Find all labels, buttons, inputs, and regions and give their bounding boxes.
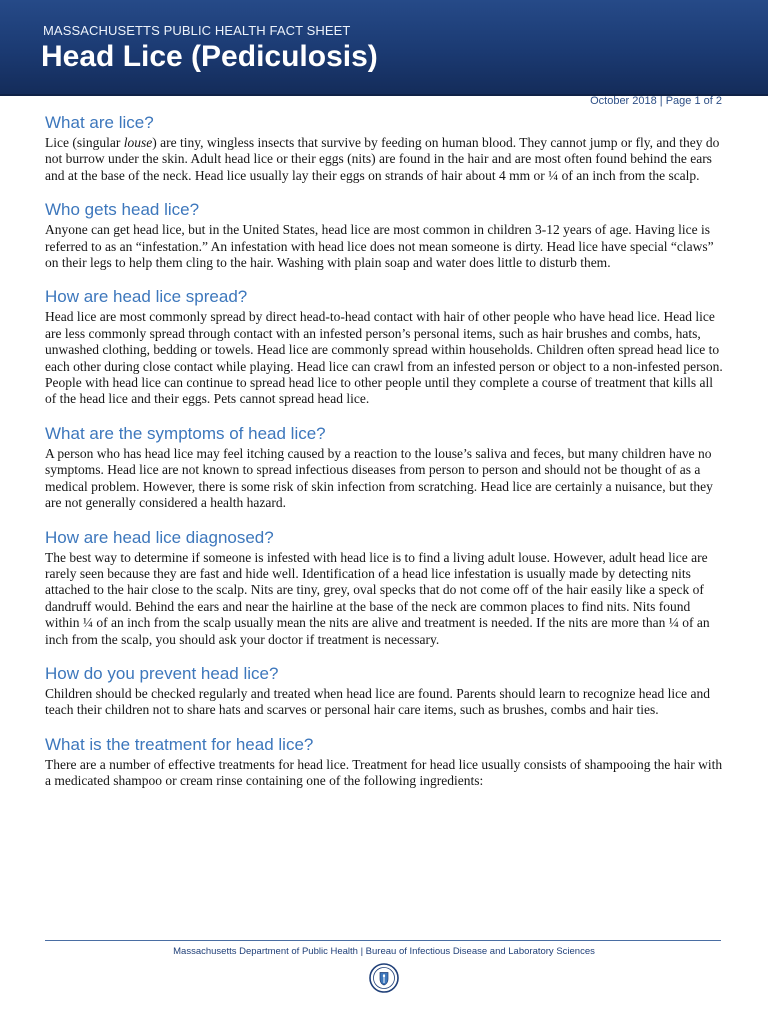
section-heading: How are head lice spread? [45,287,248,307]
section-heading: What are lice? [45,113,154,132]
section-body: A person who has head lice may feel itching caused by a reaction to the louse’s saliva and feces, but many children have no symptoms. Head lice are not known to spread infectious diseases from person to person and should not be thought of as a medical problem. However, there is some risk of skin infection from scratching. Head lice are certainly a nuisance, but they are not generally considered a health hazard. [45,445,713,511]
section-body [45,135,725,184]
section-symptoms [45,422,725,512]
section-heading: Who gets head lice? [45,200,200,220]
state-seal-icon [369,963,399,993]
section-body: Head lice are most commonly spread by direct head-to-head contact with hair of other people who have head lice. Head lice are less commonly spread through contact with an infested person’s personal items, such as hair brushes and combs, hats, unwashed clothing, bedding or towels. Head lice are commonly spread within households. Children often spread head lice to each other during close contact while playing. Head lice can crawl from an infested person or object to a non-infested person. People with head lice can continue to spread head lice to other people until they complete a course of treatment that kills all of the head lice and their eggs. Pets cannot spread head lice. [45,309,723,407]
section-body: The best way to determine if someone is infested with head lice is to find a living adult louse. However, adult head lice are rarely seen because they are fast and hide well. Identification of a head lice infestation is usually made by detecting nits attached to the hair close to the scalp. Nits are tiny, grey, oval specks that do not come off of the hair easily like a speck of dandruff would. Behind the ears and near the hairline at the base of the neck are common places to find nits. Nits found within ¼ of an inch from the scalp usually mean the nits are alive and treatment is needed. If the nits are more than ¼ of an inch from the scalp, you should ask your doctor if treatment is necessary. [45,549,710,647]
section-heading: What is the treatment for head lice? [45,734,314,754]
section-prevention [45,662,725,719]
body-text-emphasis: louse [123,135,153,150]
page-title: Head Lice (Pediculosis) [41,40,378,73]
section-diagnosis [45,526,725,648]
section-heading: How are head lice diagnosed? [45,527,274,547]
fact-sheet-body [45,111,725,804]
section-heading: What are the symptoms of head lice? [45,423,326,443]
footer-divider [45,940,721,941]
section-what-are-lice [45,111,725,184]
fact-sheet-kicker: MASSACHUSETTS PUBLIC HEALTH FACT SHEET [43,23,351,38]
section-who-gets-head-lice [45,198,725,271]
footer-department-line: Massachusetts Department of Public Health | Bureau of Infectious Disease and Laboratory Sciences [173,946,595,957]
section-heading: How do you prevent head lice? [45,663,279,683]
body-text-after: ) are tiny, wingless insects that survive by feeding on human blood. They cannot jump or fly, and they do not burrow under the skin. Adult head lice or their eggs (nits) are found in the hair and are most often found behind the ears and at the base of the neck. Head lice usually lay their eggs on strands of hair about 4 mm or ¼ of an inch from the scalp. [45,135,720,183]
date-page-indicator: October 2018 | Page 1 of 2 [590,95,722,107]
section-body: There are a number of effective treatments for head lice. Treatment for head lice usually consists of shampooing the hair with a medicated shampoo or cream rinse containing one of the following ingredients: [45,756,723,789]
body-text-before: Lice (singular [45,135,124,150]
section-how-spread [45,285,725,407]
header-banner [0,0,768,96]
section-body: Children should be checked regularly and treated when head lice are found. Parents should learn to recognize head lice and teach their children not to share hats and scarves or personal hair care items, such as brushes, combs and hair ties. [45,685,710,718]
section-treatment [45,733,725,790]
section-body: Anyone can get head lice, but in the United States, head lice are most common in children 3-12 years of age. Having lice is referred to as an “infestation.” An infestation with head lice does not mean someone is dirty. Head lice have special “claws” on their legs to help them cling to the hair. Washing with plain soap and water does little to disturb them. [45,222,714,271]
